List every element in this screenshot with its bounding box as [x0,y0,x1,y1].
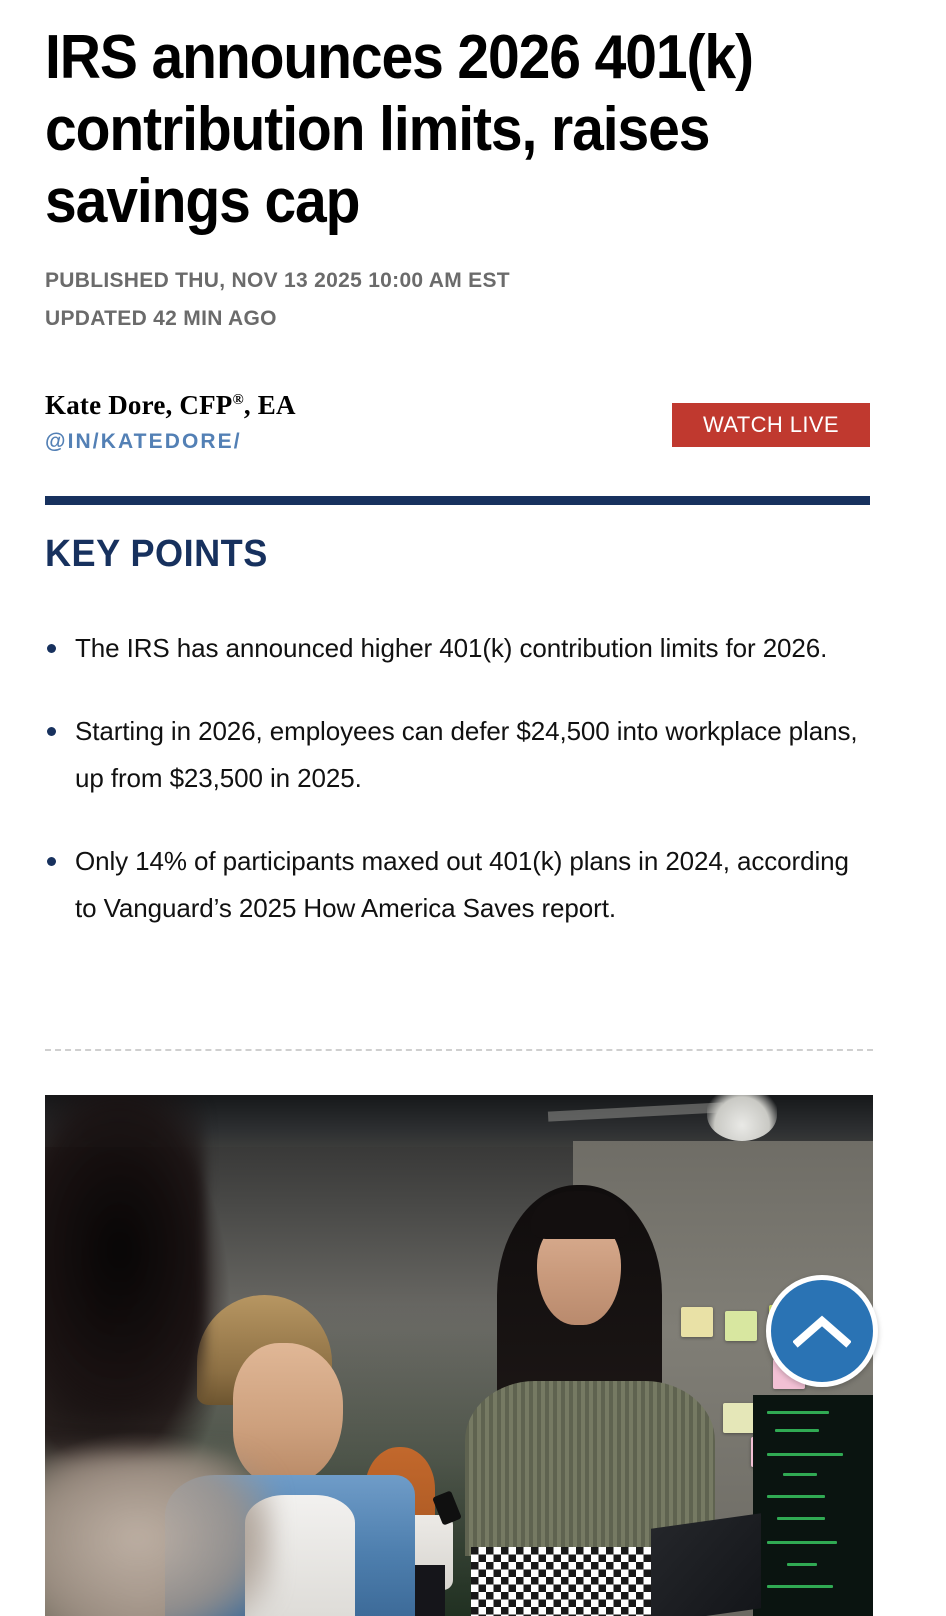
bullet-icon [47,644,56,653]
photo-sticky-note [723,1403,755,1433]
key-points-heading: KEY POINTS [45,533,268,575]
key-point-text: Starting in 2026, employees can defer $24,500 into workplace plans, up from $23,500 in 2025. [75,716,858,793]
chevron-up-icon [793,1313,851,1349]
key-point-text: Only 14% of participants maxed out 401(k) plans in 2024, according to Vanguard’s 2025 How America Saves report. [75,846,849,923]
page-title: IRS announces 2026 401(k) contribution limits, raises savings cap [45,23,753,236]
list-item [45,838,875,932]
bullet-icon [47,857,56,866]
published-timestamp: PUBLISHED THU, NOV 13 2025 10:00 AM EST [45,269,510,292]
dashed-separator [45,1049,873,1051]
photo-foreground-head-blur [45,1095,205,1415]
key-points-list [45,625,875,968]
key-point-text: The IRS has announced higher 401(k) contribution limits for 2026. [75,633,828,663]
hero-image [45,1095,873,1616]
article-timestamps [45,262,745,338]
updated-timestamp: UPDATED 42 MIN AGO [45,307,277,330]
author-name-text: Kate Dore, CFP [45,390,233,420]
list-item [45,708,875,802]
photo-foreground-shoulder-blur [45,1453,275,1616]
photo-laptop [651,1513,761,1616]
author-name [45,388,605,422]
bullet-icon [47,727,56,736]
registered-mark-icon: ® [232,392,244,408]
photo-monitor [753,1395,873,1616]
author-credentials-text: , EA [243,390,296,420]
list-item [45,625,875,672]
section-divider-navy [45,496,870,505]
watch-live-button[interactable]: WATCH LIVE [672,403,870,447]
photo-sticky-note [681,1307,713,1337]
scroll-to-top-button[interactable] [766,1275,878,1387]
byline [45,388,605,454]
author-social-handle-link[interactable]: @IN/KATEDORE/ [45,430,242,453]
photo-sticky-note [725,1311,757,1341]
hero-image-graphic [45,1095,873,1616]
